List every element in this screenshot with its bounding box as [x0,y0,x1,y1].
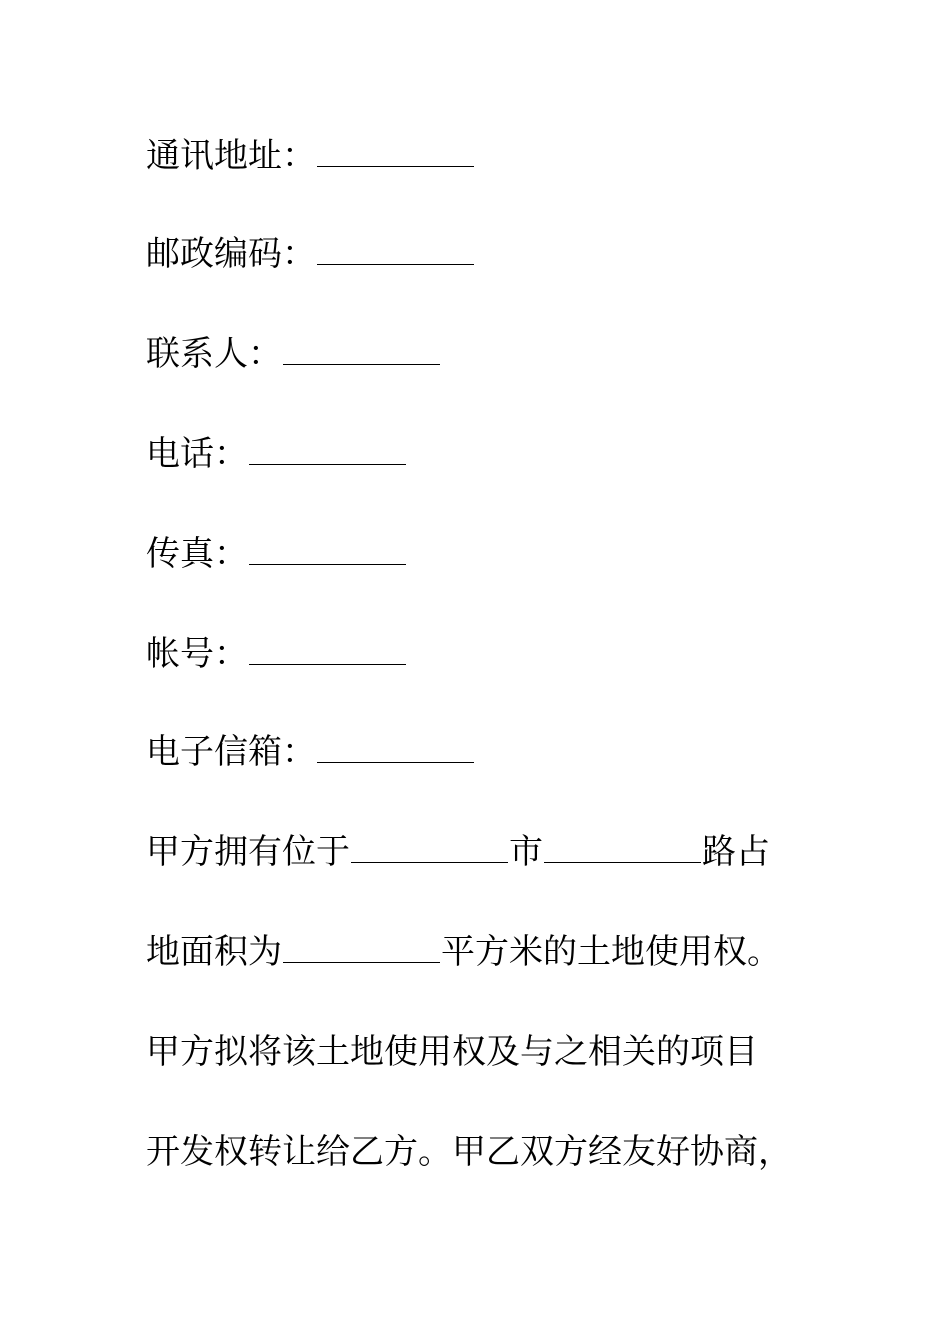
text-segment: 路占 [702,832,770,872]
fax-row [146,534,407,574]
paragraph-line-1 [146,832,770,872]
email-row [146,732,475,772]
phone-row [146,434,407,474]
account-label: 帐号： [146,634,248,674]
city-blank [351,832,508,863]
paragraph-line-3 [146,1032,758,1072]
address-row [146,136,475,176]
contact-label: 联系人： [146,334,282,374]
text-segment: 甲方拟将该土地使用权及与之相关的项目 [146,1032,758,1072]
road-blank [544,832,701,863]
fax-label: 传真： [146,534,248,574]
paragraph-line-4 [146,1132,792,1172]
text-segment: 开发权转让给乙方。甲乙双方经友好协商， [146,1132,792,1172]
contact-row [146,334,441,374]
contact-blank [283,334,440,365]
account-row [146,634,407,674]
email-blank [317,732,474,763]
address-blank [317,136,474,167]
text-segment: 地面积为 [146,932,282,972]
postcode-label: 邮政编码： [146,234,316,274]
postcode-blank [317,234,474,265]
text-segment: 市 [509,832,543,872]
email-label: 电子信箱： [146,732,316,772]
address-label: 通讯地址： [146,136,316,176]
text-segment: 平方米的土地使用权。 [441,932,781,972]
area-blank [283,932,440,963]
postcode-row [146,234,475,274]
paragraph-line-2 [146,932,781,972]
account-blank [249,634,406,665]
phone-label: 电话： [146,434,248,474]
phone-blank [249,434,406,465]
text-segment: 甲方拥有位于 [146,832,350,872]
fax-blank [249,534,406,565]
